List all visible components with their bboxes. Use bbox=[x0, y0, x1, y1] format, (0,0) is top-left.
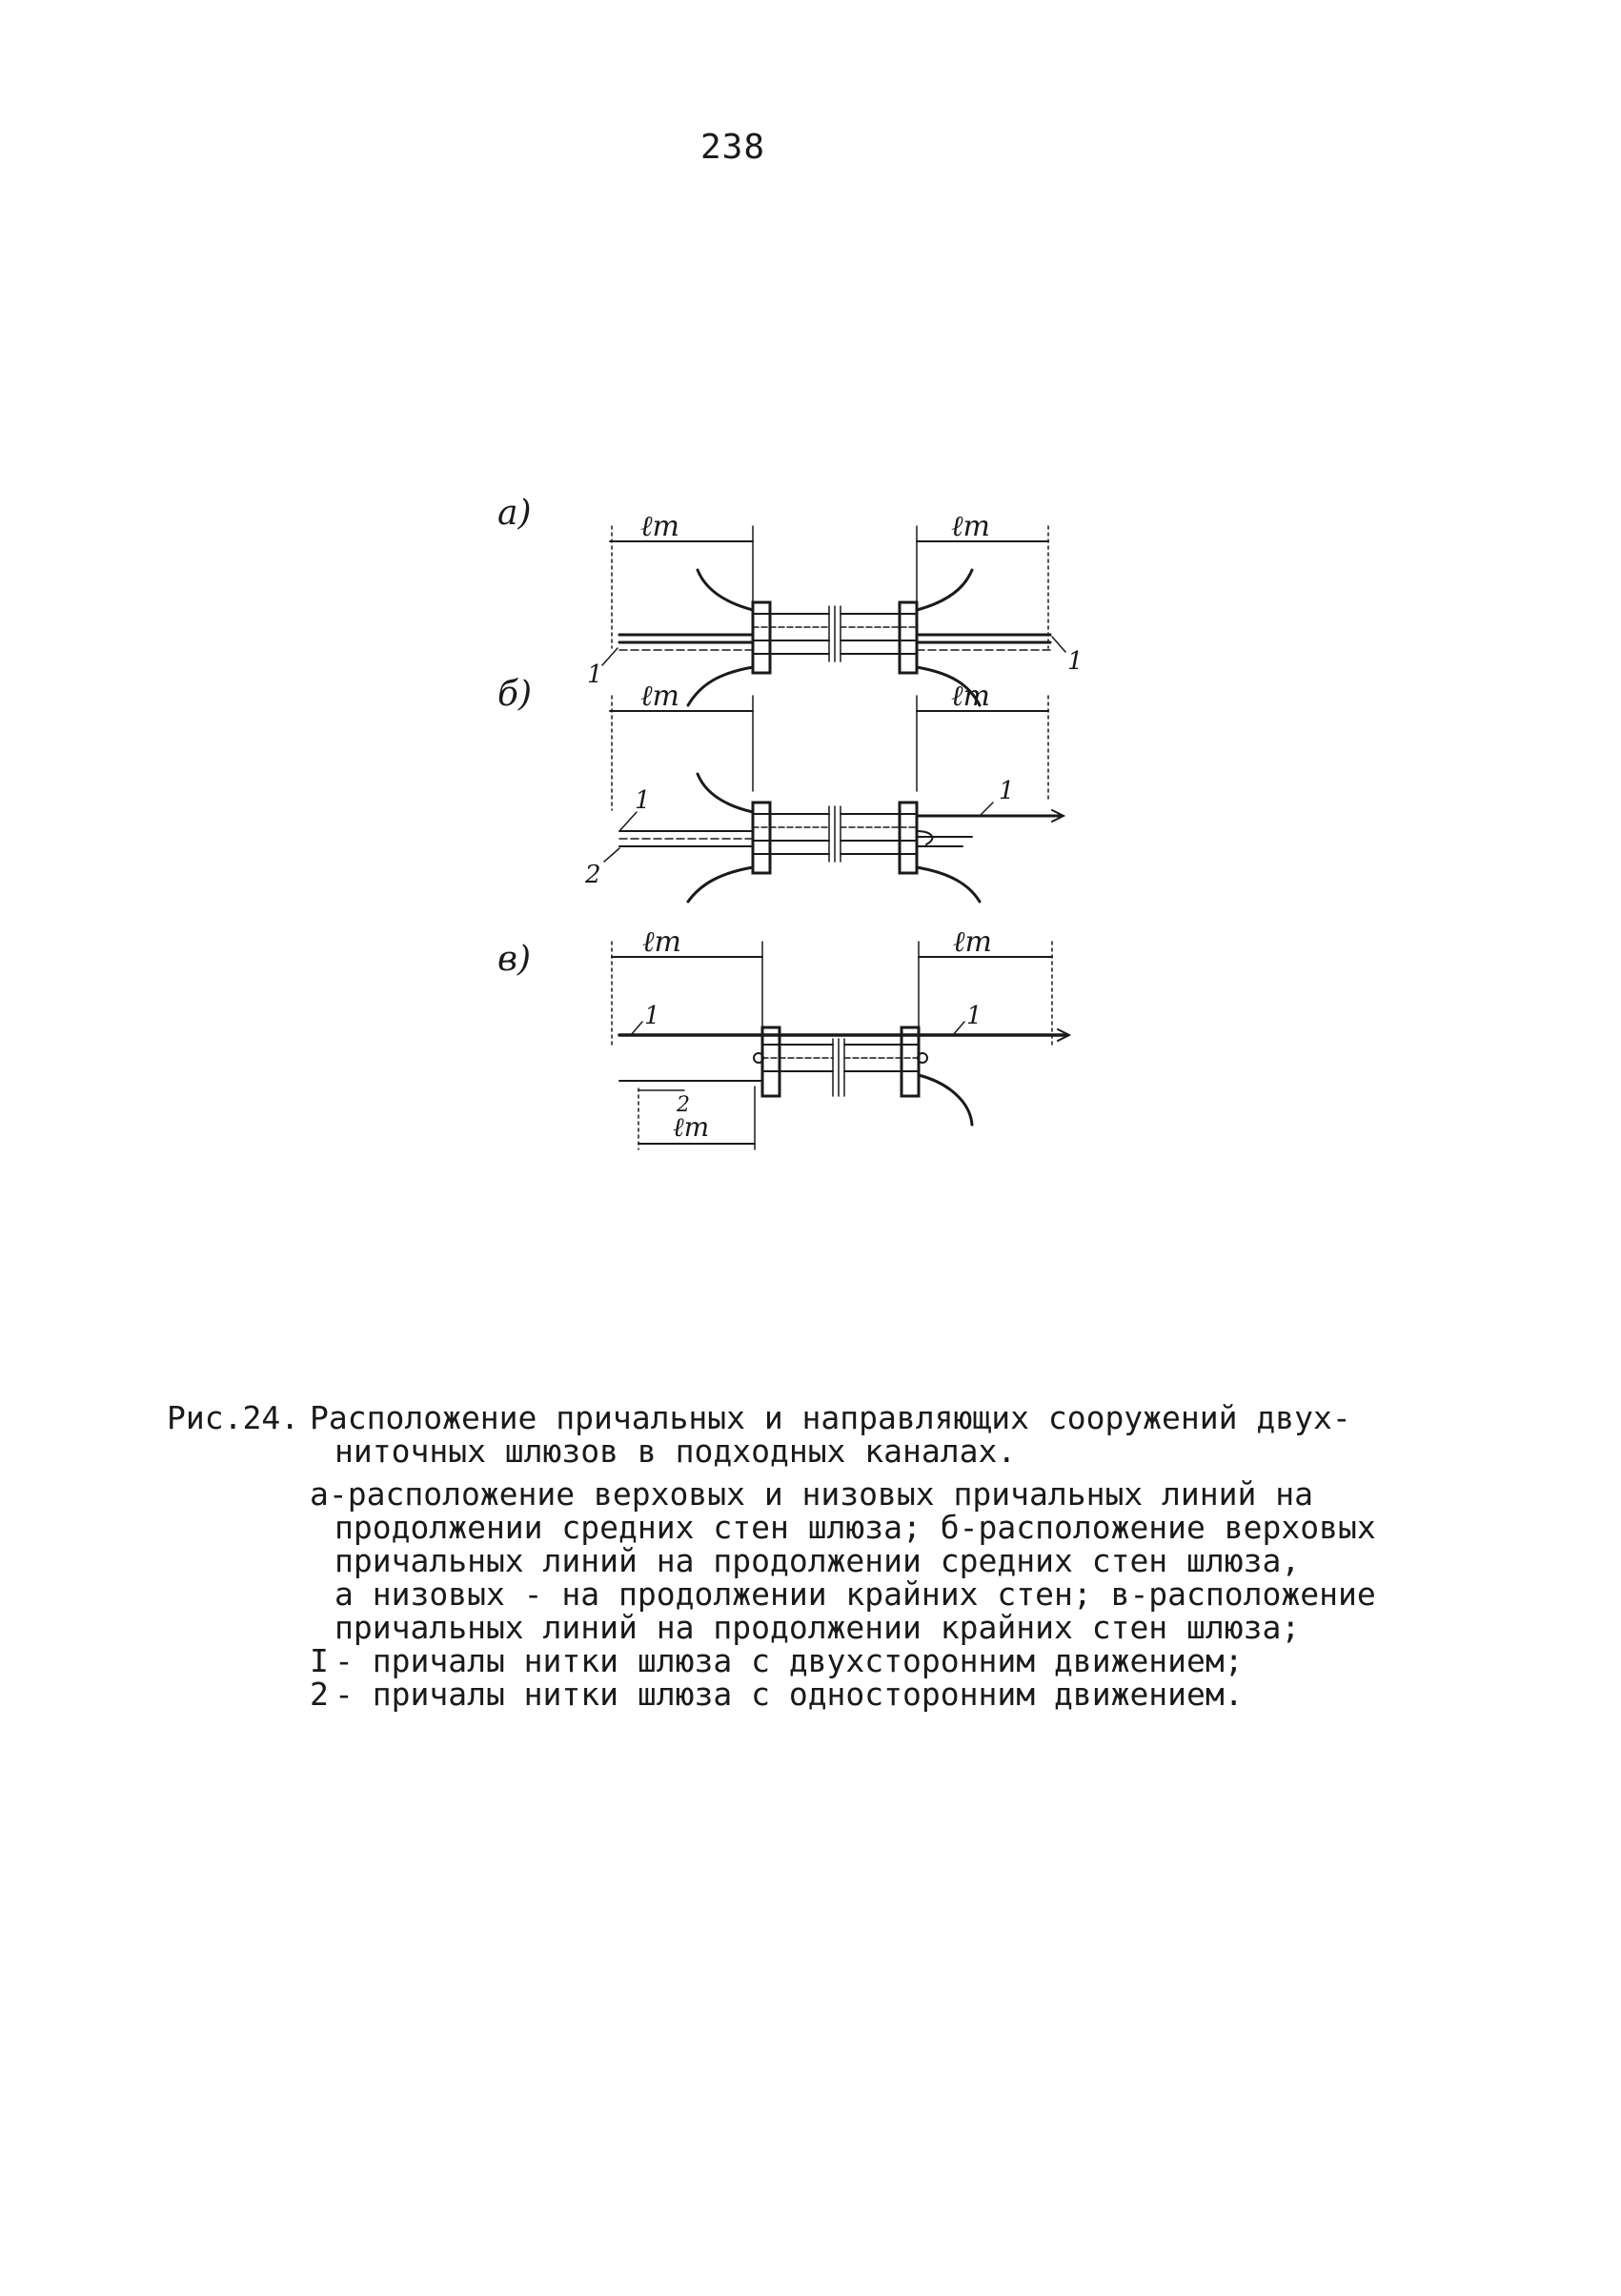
dim-label: ℓm bbox=[640, 510, 679, 543]
marker-label: 1 bbox=[587, 660, 603, 689]
marker-label: 1 bbox=[1067, 647, 1084, 676]
description-line: причальных линий на продолжении средних стен шлюза, bbox=[334, 1542, 1301, 1579]
figure-caption bbox=[167, 1401, 1463, 1711]
dimension-bottom bbox=[619, 1081, 762, 1149]
caption-description bbox=[310, 1477, 1463, 1711]
description-line: а-расположение верховых и низовых причальных линий на bbox=[310, 1475, 1313, 1513]
lock-chambers bbox=[754, 1027, 927, 1096]
description-line: а низовых - на продолжении крайних стен; в-расположение bbox=[334, 1575, 1376, 1613]
figure-number: Рис.24. bbox=[167, 1399, 300, 1436]
dimension-right bbox=[917, 680, 1048, 801]
dim-label: ℓm bbox=[953, 925, 992, 959]
lock-berths-figure bbox=[476, 477, 1086, 1201]
dim-label: ℓm bbox=[673, 1111, 710, 1143]
caption-title-line: ниточных шлюзов в подходных каналах. bbox=[334, 1432, 1017, 1470]
description-line: продолжении средних стен шлюза; б-расположение верховых bbox=[334, 1509, 1376, 1546]
marker-label: 1 bbox=[999, 777, 1015, 805]
marker-label: 1 bbox=[966, 1002, 983, 1030]
legend-number: 2 bbox=[310, 1676, 329, 1713]
marker-label: 1 bbox=[635, 786, 651, 815]
lock-chambers bbox=[753, 602, 917, 673]
marker-label: 2 bbox=[585, 861, 601, 889]
page-number: 238 bbox=[700, 128, 766, 167]
legend-text: - причалы нитки шлюза с односторонним движением. bbox=[334, 1676, 1244, 1713]
marker-label: 1 bbox=[644, 1002, 660, 1030]
panel-b-letter: б) bbox=[497, 675, 533, 714]
dimension-left bbox=[610, 680, 753, 810]
dim-label: ℓm bbox=[951, 510, 990, 543]
panel-a-letter: а) bbox=[497, 494, 532, 533]
dim-label: ℓm bbox=[642, 925, 681, 959]
dimension-right bbox=[917, 510, 1048, 648]
dimension-left bbox=[610, 510, 753, 648]
legend-number: I bbox=[310, 1642, 329, 1679]
panel-a bbox=[497, 494, 1084, 705]
caption-title bbox=[310, 1401, 1463, 1468]
legend-item bbox=[310, 1677, 1463, 1711]
dim-label: ℓm bbox=[951, 680, 990, 713]
dim-label: ℓm bbox=[640, 680, 679, 713]
panel-b bbox=[497, 675, 1064, 902]
panel-c-letter: в) bbox=[497, 940, 531, 979]
caption-title-line: Расположение причальных и направляющих сооружений двух- bbox=[310, 1399, 1351, 1436]
lock-chambers bbox=[753, 803, 917, 873]
legend-text: - причалы нитки шлюза с двухсторонним движением; bbox=[334, 1642, 1244, 1679]
panel-c bbox=[497, 925, 1069, 1149]
legend-item bbox=[310, 1644, 1463, 1677]
marker-label: 2 bbox=[677, 1093, 690, 1117]
description-line: причальных линий на продолжении крайних стен шлюза; bbox=[334, 1609, 1301, 1646]
dimension-right bbox=[919, 925, 1052, 1048]
